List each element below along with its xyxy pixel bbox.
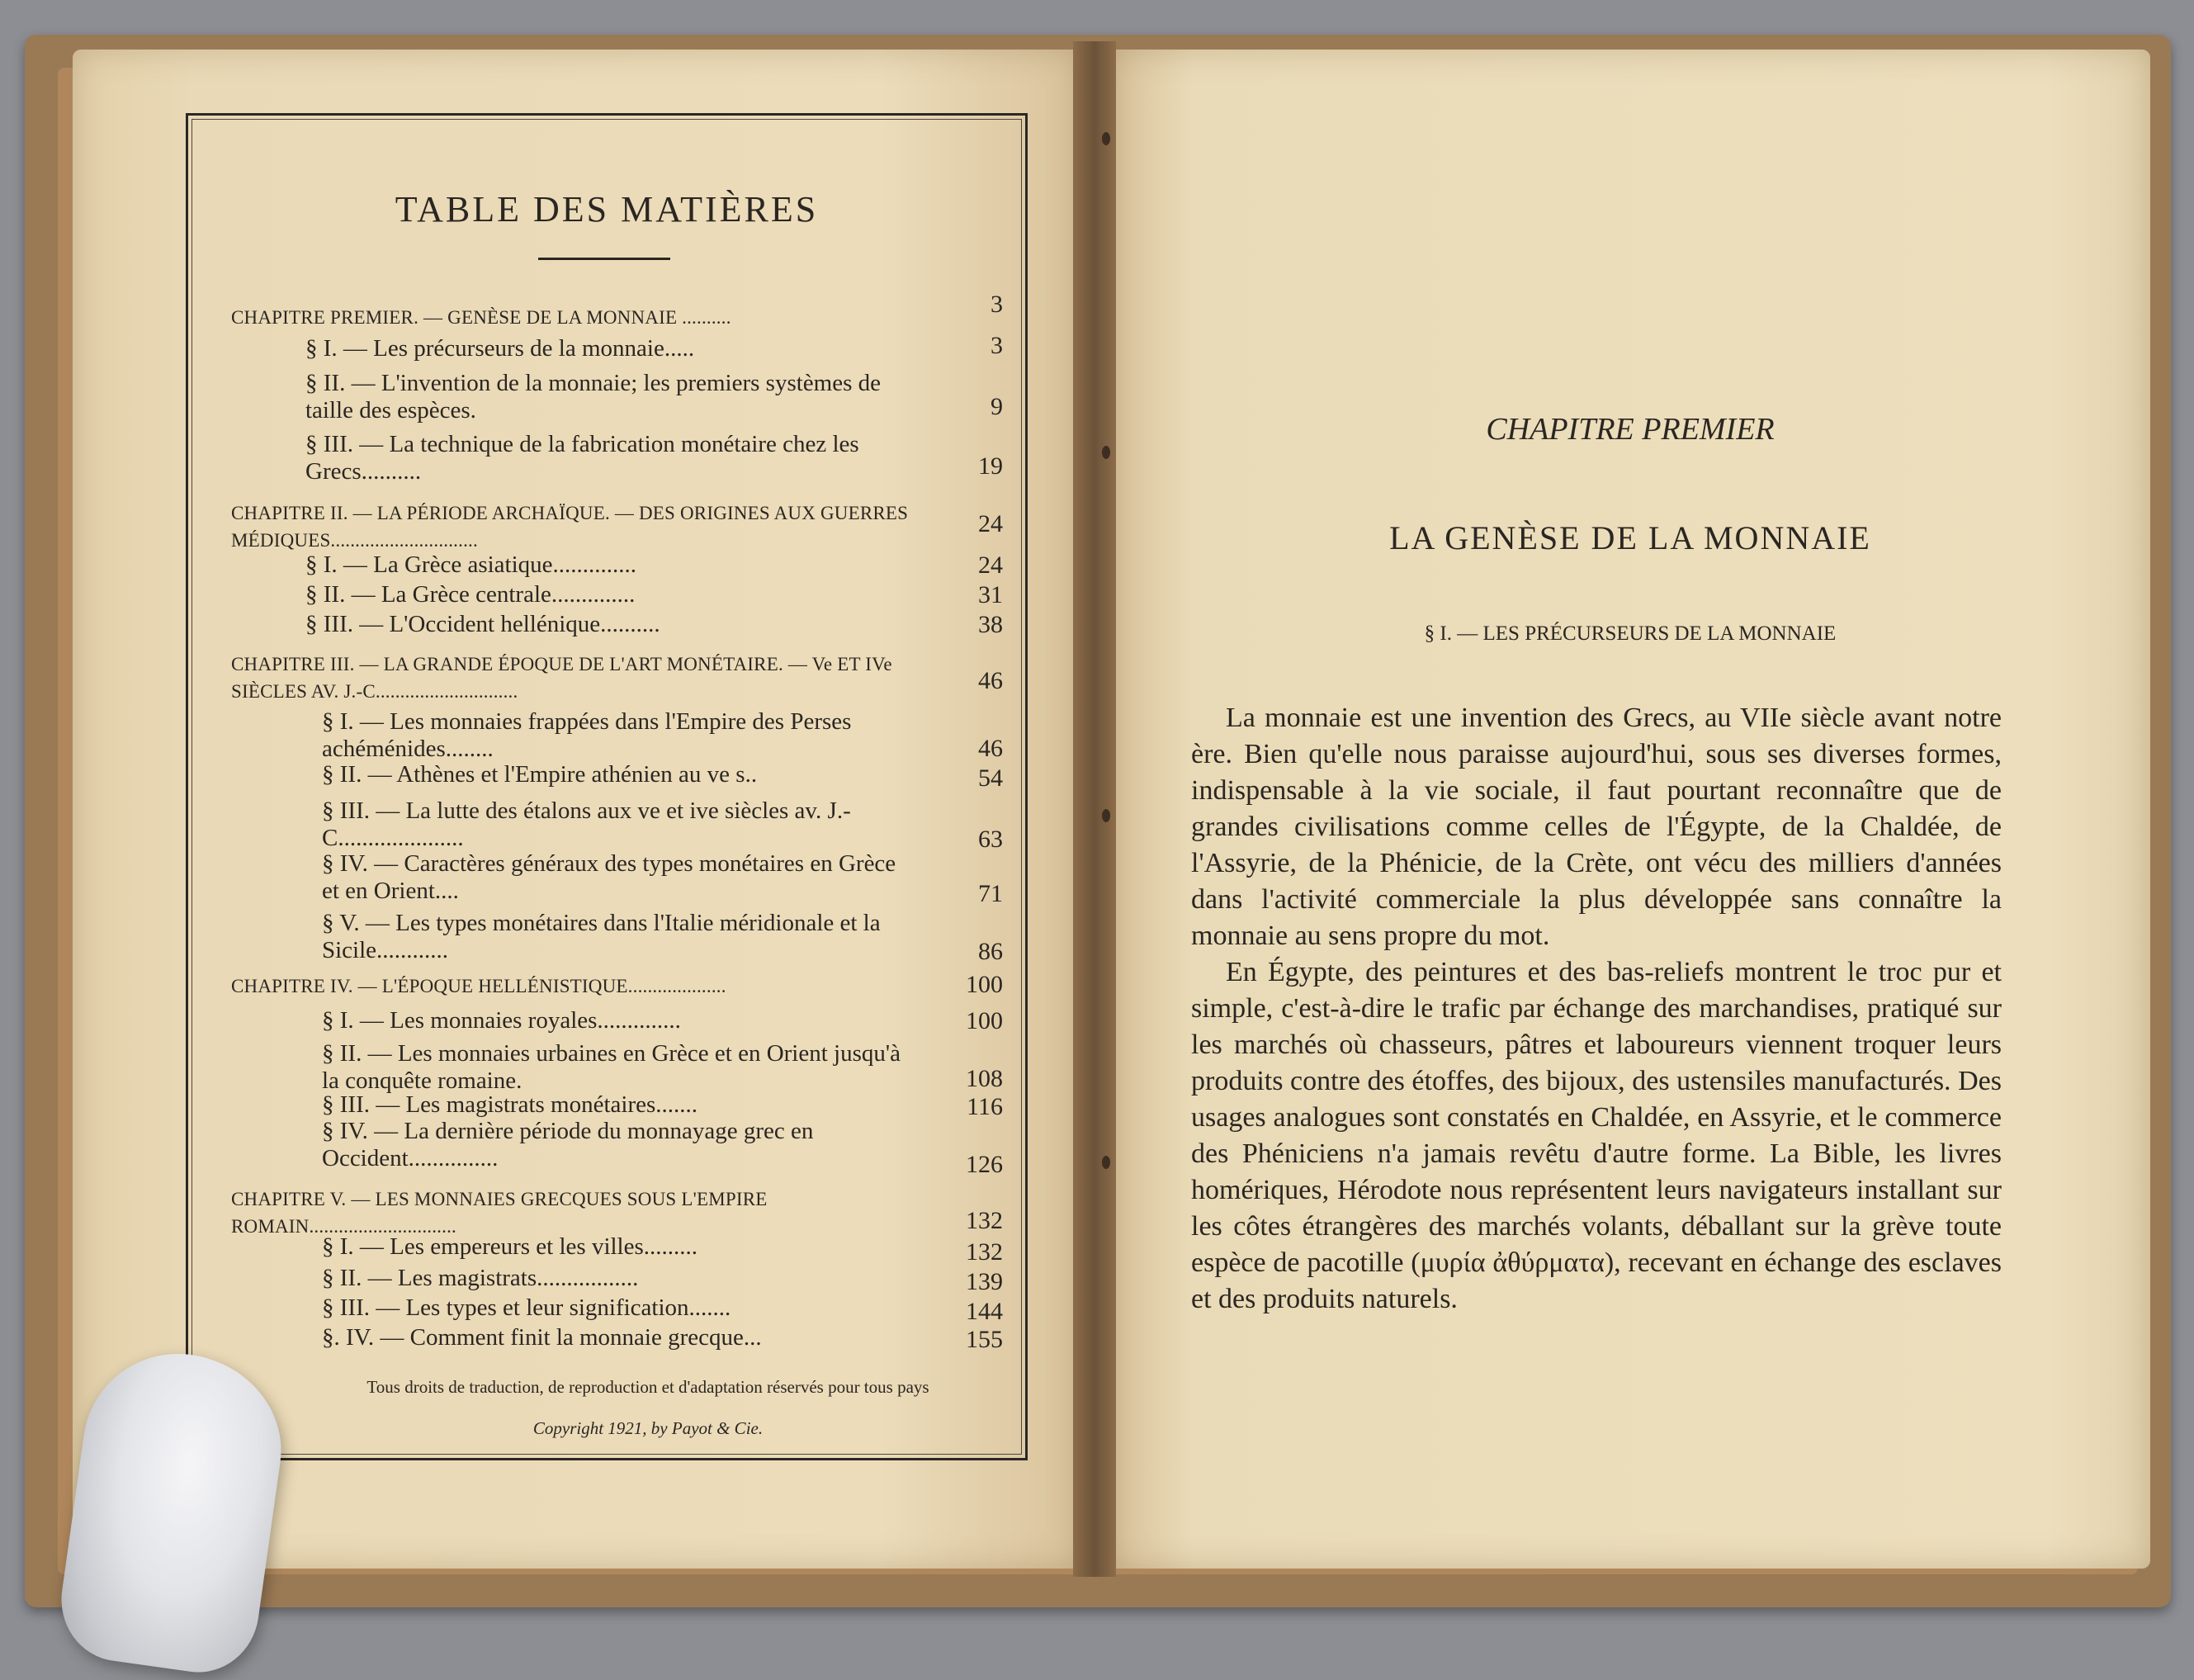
toc-entry-text: § I. — La Grèce asiatique.............. bbox=[305, 551, 637, 578]
binding-stitch bbox=[1102, 1156, 1110, 1169]
toc-page-number: 63 bbox=[978, 826, 1003, 853]
toc-entry-text: § I. — Les précurseurs de la monnaie..... bbox=[305, 335, 695, 362]
chapter-title: LA GENÈSE DE LA MONNAIE bbox=[1389, 519, 1871, 556]
toc-page-number: 46 bbox=[978, 735, 1003, 762]
toc-page-number: 155 bbox=[966, 1326, 1003, 1353]
toc-page-number: 71 bbox=[978, 880, 1003, 907]
toc-page-number: 19 bbox=[978, 452, 1003, 480]
toc-page-number: 86 bbox=[978, 938, 1003, 965]
toc-entry-text: § II. — Athènes et l'Empire athénien au ve s.. bbox=[322, 761, 758, 788]
toc-entry-text: CHAPITRE IV. — L'ÉPOQUE HELLÉNISTIQUE.................... bbox=[231, 976, 726, 996]
toc-entry-text: § III. — La technique de la fabrication monétaire chez les Grecs.......... bbox=[305, 431, 859, 485]
toc-entry-text: § V. — Les types monétaires dans l'Italie méridionale et la Sicile............ bbox=[322, 910, 881, 963]
toc-page-number: 38 bbox=[978, 611, 1003, 638]
toc-page-number: 144 bbox=[966, 1298, 1003, 1325]
toc-entry-text: § III. — Les magistrats monétaires....... bbox=[322, 1091, 698, 1118]
toc-page-number: 100 bbox=[966, 971, 1003, 998]
toc-page-number: 108 bbox=[966, 1065, 1003, 1092]
toc-entry-text: § I. — Les empereurs et les villes......... bbox=[322, 1233, 698, 1260]
toc-entry-text: §. IV. — Comment finit la monnaie grecque... bbox=[322, 1324, 762, 1351]
toc-entry-text: CHAPITRE II. — LA PÉRIODE ARCHAÏQUE. — DES ORIGINES AUX GUERRES MÉDIQUES.............................. bbox=[231, 503, 909, 551]
toc-entry-text: § II. — L'invention de la monnaie; les premiers systèmes de taille des espèces. bbox=[305, 370, 882, 424]
binding-stitch bbox=[1102, 446, 1110, 459]
section-heading: § I. — LES PRÉCURSEURS DE LA MONNAIE bbox=[1424, 622, 1837, 645]
binding-stitch bbox=[1102, 809, 1110, 822]
toc-page-number: 9 bbox=[991, 393, 1003, 420]
toc-title-rule bbox=[538, 258, 670, 260]
toc-page-number: 46 bbox=[978, 667, 1003, 694]
toc-page-number: 3 bbox=[991, 332, 1003, 359]
toc-entry-text: § II. — Les monnaies urbaines en Grèce et en Orient jusqu'à la conquête romaine. bbox=[322, 1040, 901, 1094]
toc-entry-text: § II. — Les magistrats................. bbox=[322, 1265, 639, 1291]
toc-page-number: 116 bbox=[967, 1093, 1003, 1120]
rights-notice: Tous droits de traduction, de reproduction et d'adaptation réservés pour tous pays bbox=[366, 1377, 929, 1397]
toc-entry-text: CHAPITRE V. — LES MONNAIES GRECQUES SOUS L'EMPIRE ROMAIN.............................. bbox=[231, 1189, 768, 1237]
toc-page-number: 24 bbox=[978, 510, 1003, 537]
toc-entry-text: § IV. — La dernière période du monnayage grec en Occident............... bbox=[322, 1118, 814, 1171]
toc-entry-text: § I. — Les monnaies frappées dans l'Empire des Perses achéménides........ bbox=[322, 708, 852, 762]
toc-entry-text: § III. — La lutte des étalons aux ve et ive siècles av. J.-C..................... bbox=[322, 797, 851, 851]
book-gutter bbox=[1073, 41, 1116, 1577]
paragraph: La monnaie est une invention des Grecs, au VIIe siècle avant notre ère. Bien qu'elle nous paraisse aujourd'hui, sous ses diverses formes, indispensable à la vie sociale, il faut pourtant reconnaître que de grandes civilisations comme celles de l'Égypte, de la Chaldée, de l'Assyrie, de la Phénicie, de la Crète, ont vécu des milliers d'années dans l'activité commerciale la plus développée sans connaître la monnaie au sens propre du mot. bbox=[1191, 703, 2002, 951]
paragraph: En Égypte, des peintures et des bas-reliefs montrent le troc pur et simple, c'est-à-dire le trafic par échange des marchandises, pratiqué sur les marchés où chasseurs, pâtres et laboureurs viennent troquer leurs produits contre des étoffes, des bijoux, des ustensiles manufacturés. Des usages analogues sont constatés en Chaldée, en Assyrie, et le commerce des Phéniciens n'a jamais revêtu d'autre forme. La Bible, les livres homériques, Hérodote nous représentent leurs navigateurs installant sur les côtes étrangères des marchés volants, déballant sur la grève toute espèce de pacotille (μυρία ἀθύρματα), recevant en échange des esclaves et des produits naturels. bbox=[1191, 957, 2002, 1314]
toc-entry-text: § III. — Les types et leur signification....... bbox=[322, 1294, 731, 1321]
toc-page-number: 132 bbox=[966, 1238, 1003, 1266]
toc-page-number: 31 bbox=[978, 581, 1003, 608]
toc-title: TABLE DES MATIÈRES bbox=[395, 189, 819, 230]
chapter-heading: CHAPITRE PREMIER bbox=[1486, 412, 1775, 447]
body-text bbox=[1191, 700, 2002, 1318]
toc-entry-text: § III. — L'Occident hellénique.......... bbox=[305, 611, 660, 637]
toc-entry-text: § II. — La Grèce centrale.............. bbox=[305, 581, 636, 608]
toc-page-number: 3 bbox=[991, 291, 1003, 318]
toc-entry-text: § I. — Les monnaies royales.............. bbox=[322, 1007, 681, 1034]
toc-page-number: 139 bbox=[966, 1268, 1003, 1295]
copyright-line: Copyright 1921, by Payot & Cie. bbox=[532, 1418, 764, 1438]
toc-page-number: 100 bbox=[966, 1007, 1003, 1034]
toc-page-number: 126 bbox=[966, 1151, 1003, 1178]
toc-entry-text: CHAPITRE PREMIER. — GENÈSE DE LA MONNAIE .......... bbox=[231, 307, 731, 328]
toc-entry-text: CHAPITRE III. — LA GRANDE ÉPOQUE DE L'ART MONÉTAIRE. — Ve ET IVe SIÈCLES AV. J.-C............................. bbox=[231, 654, 892, 702]
toc-page-number: 132 bbox=[966, 1207, 1003, 1234]
toc-page-number: 54 bbox=[978, 764, 1003, 792]
toc-entry-text: § IV. — Caractères généraux des types monétaires en Grèce et en Orient.... bbox=[322, 850, 896, 904]
binding-stitch bbox=[1102, 132, 1110, 145]
toc-page-number: 24 bbox=[978, 551, 1003, 579]
